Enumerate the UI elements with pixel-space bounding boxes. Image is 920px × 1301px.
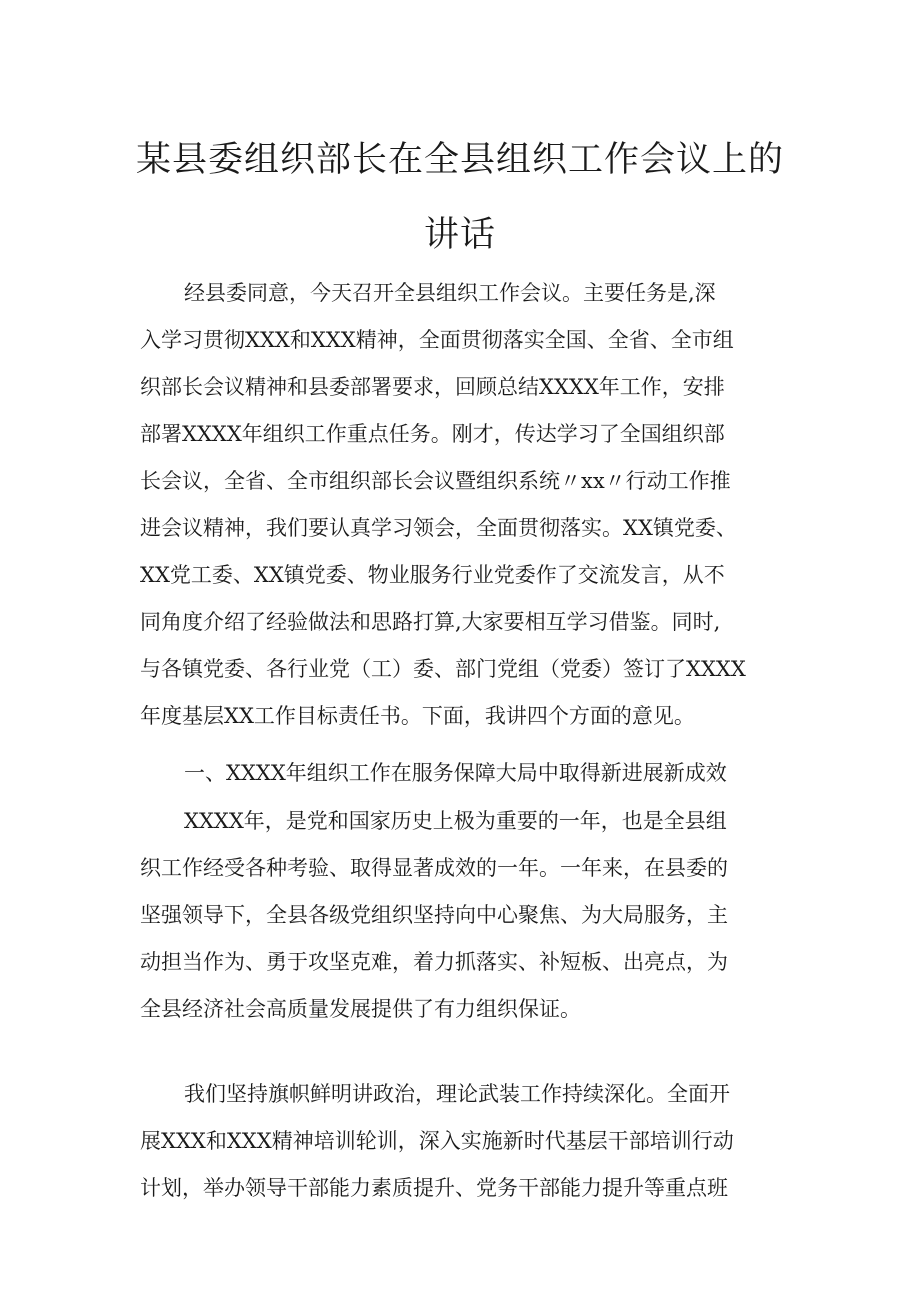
body-line: 经县委同意，今天召开全县组织工作会议。主要任务是,深 [184,281,716,305]
body-line: 展XXX和XXX精神培训轮训，深入实施新时代基层干部培训行动 [140,1129,734,1153]
body-line: 坚强领导下，全县各级党组织坚持向中心聚焦、为大局服务，主 [140,903,728,927]
body-line: 我们坚持旗帜鲜明讲政治，理论武装工作持续深化。全面开 [184,1082,730,1106]
body-line: 织部长会议精神和县委部署要求，回顾总结XXXX年工作，安排 [140,375,725,399]
document-title-line-1: 某县委组织部长在全县组织工作会议上的 [135,140,784,180]
body-line: 年度基层XX工作目标责任书。下面，我讲四个方面的意见。 [140,704,695,728]
body-line: XXXX年，是党和国家历史上极为重要的一年，也是全县组 [184,809,727,833]
body-line: 长会议，全省、全市组织部长会议暨组织系统〃xx〃行动工作推 [140,469,731,493]
body-line: 织工作经受各种考验、取得显著成效的一年。一年来，在县委的 [140,856,728,880]
body-line: 入学习贯彻XXX和XXX精神，全面贯彻落实全国、全省、全市组 [140,328,734,352]
body-line: 动担当作为、勇于攻坚克难，着力抓落实、补短板、出亮点，为 [140,950,728,974]
body-line: XX党工委、XX镇党委、物业服务行业党委作了交流发言，从不 [140,563,725,587]
body-line: 计划，举办领导干部能力素质提升、党务干部能力提升等重点班 [140,1176,728,1200]
body-line: 进会议精神，我们要认真学习领会，全面贯彻落实。XX镇党委、 [140,516,737,540]
body-line: 与各镇党委、各行业党（工）委、部门党组（党委）签订了XXXX [140,657,746,681]
document-title-line-2: 讲话 [423,215,496,255]
body-line: 全县经济社会高质量发展提供了有力组织保证。 [140,997,581,1021]
body-line: 部署XXXX年组织工作重点任务。刚才，传达学习了全国组织部 [140,422,725,446]
body-line: 同角度介绍了经验做法和思路打算,大家要相互学习借鉴。同时, [140,610,721,634]
section-heading: 一、XXXX年组织工作在服务保障大局中取得新进展新成效 [184,761,727,785]
